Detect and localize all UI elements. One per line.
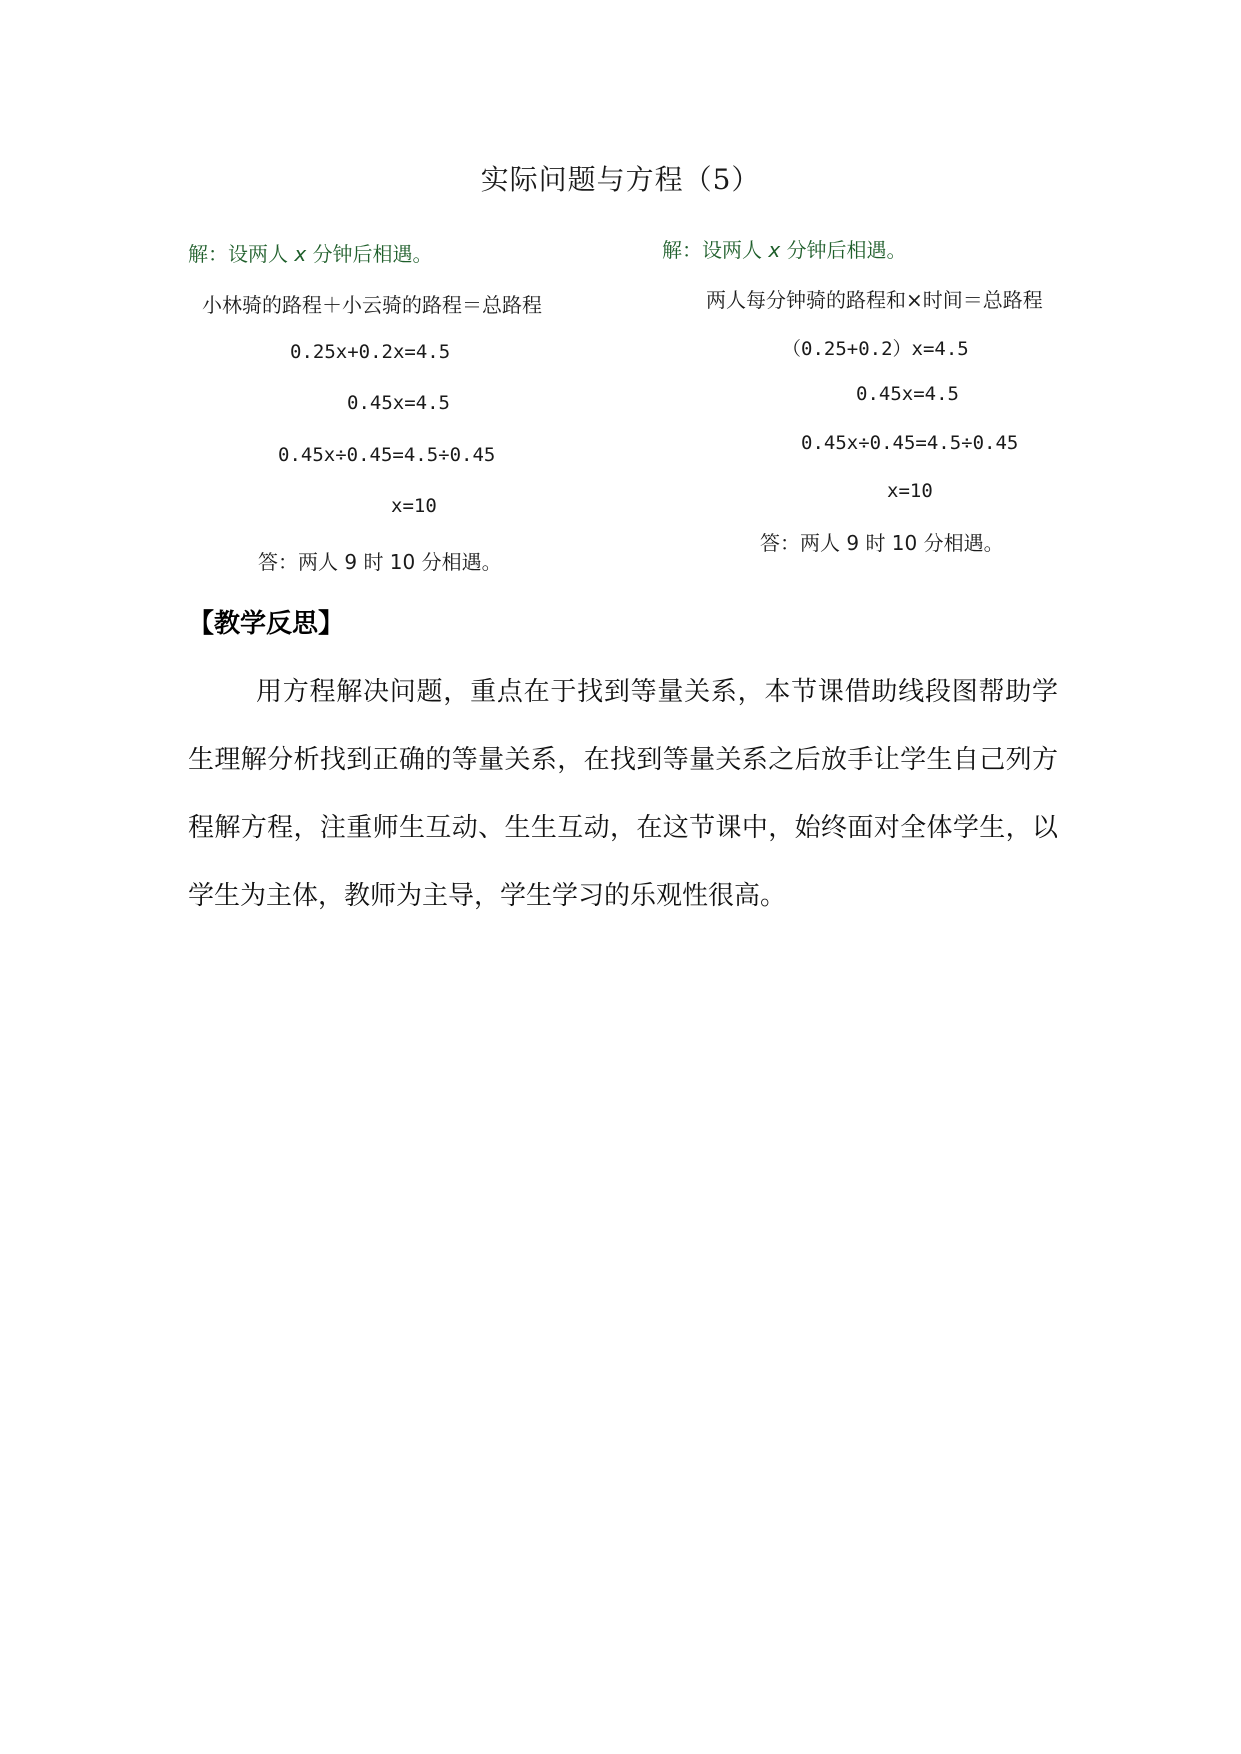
right-setup-var: x (768, 238, 781, 262)
right-eq2: 0.45x=4.5 (856, 383, 959, 405)
right-setup-suffix: 分钟后相遇。 (786, 238, 907, 262)
left-eq4: x=10 (391, 495, 437, 517)
left-setup-line (188, 238, 433, 267)
right-eq4: x=10 (887, 480, 933, 502)
left-eq1: 0.25x+0.2x=4.5 (290, 341, 451, 363)
left-setup-suffix: 分钟后相遇。 (312, 242, 433, 266)
left-eq3: 0.45x÷0.45=4.5÷0.45 (278, 444, 496, 466)
reflection-body: 用方程解决问题，重点在于找到等量关系，本节课借助线段图帮助学生理解分析找到正确的等量关系，在找到等量关系之后放手让学生自己列方程解方程，注重师生互动、生生互动，在这节课中，始终面对全体学生，以学生为主体，教师为主导，学生学习的乐观性很高。 (188, 677, 1058, 911)
right-eq1: （0.25+0.2）x=4.5 (782, 338, 969, 360)
right-setup-prefix: 解：设两人 (662, 238, 762, 262)
left-answer: 答：两人 9 时 10 分相遇。 (258, 550, 502, 574)
right-answer: 答：两人 9 时 10 分相遇。 (760, 531, 1004, 555)
left-relation: 小林骑的路程＋小云骑的路程＝总路程 (202, 293, 542, 317)
left-setup-var: x (294, 242, 307, 266)
left-setup-prefix: 解：设两人 (188, 242, 288, 266)
reflection-heading: 【教学反思】 (188, 609, 345, 639)
left-eq2: 0.45x=4.5 (347, 392, 450, 414)
page-title: 实际问题与方程（5） (480, 163, 761, 196)
right-relation: 两人每分钟骑的路程和×时间＝总路程 (706, 288, 1043, 312)
right-eq3: 0.45x÷0.45=4.5÷0.45 (801, 432, 1019, 454)
right-setup-line (662, 234, 907, 263)
